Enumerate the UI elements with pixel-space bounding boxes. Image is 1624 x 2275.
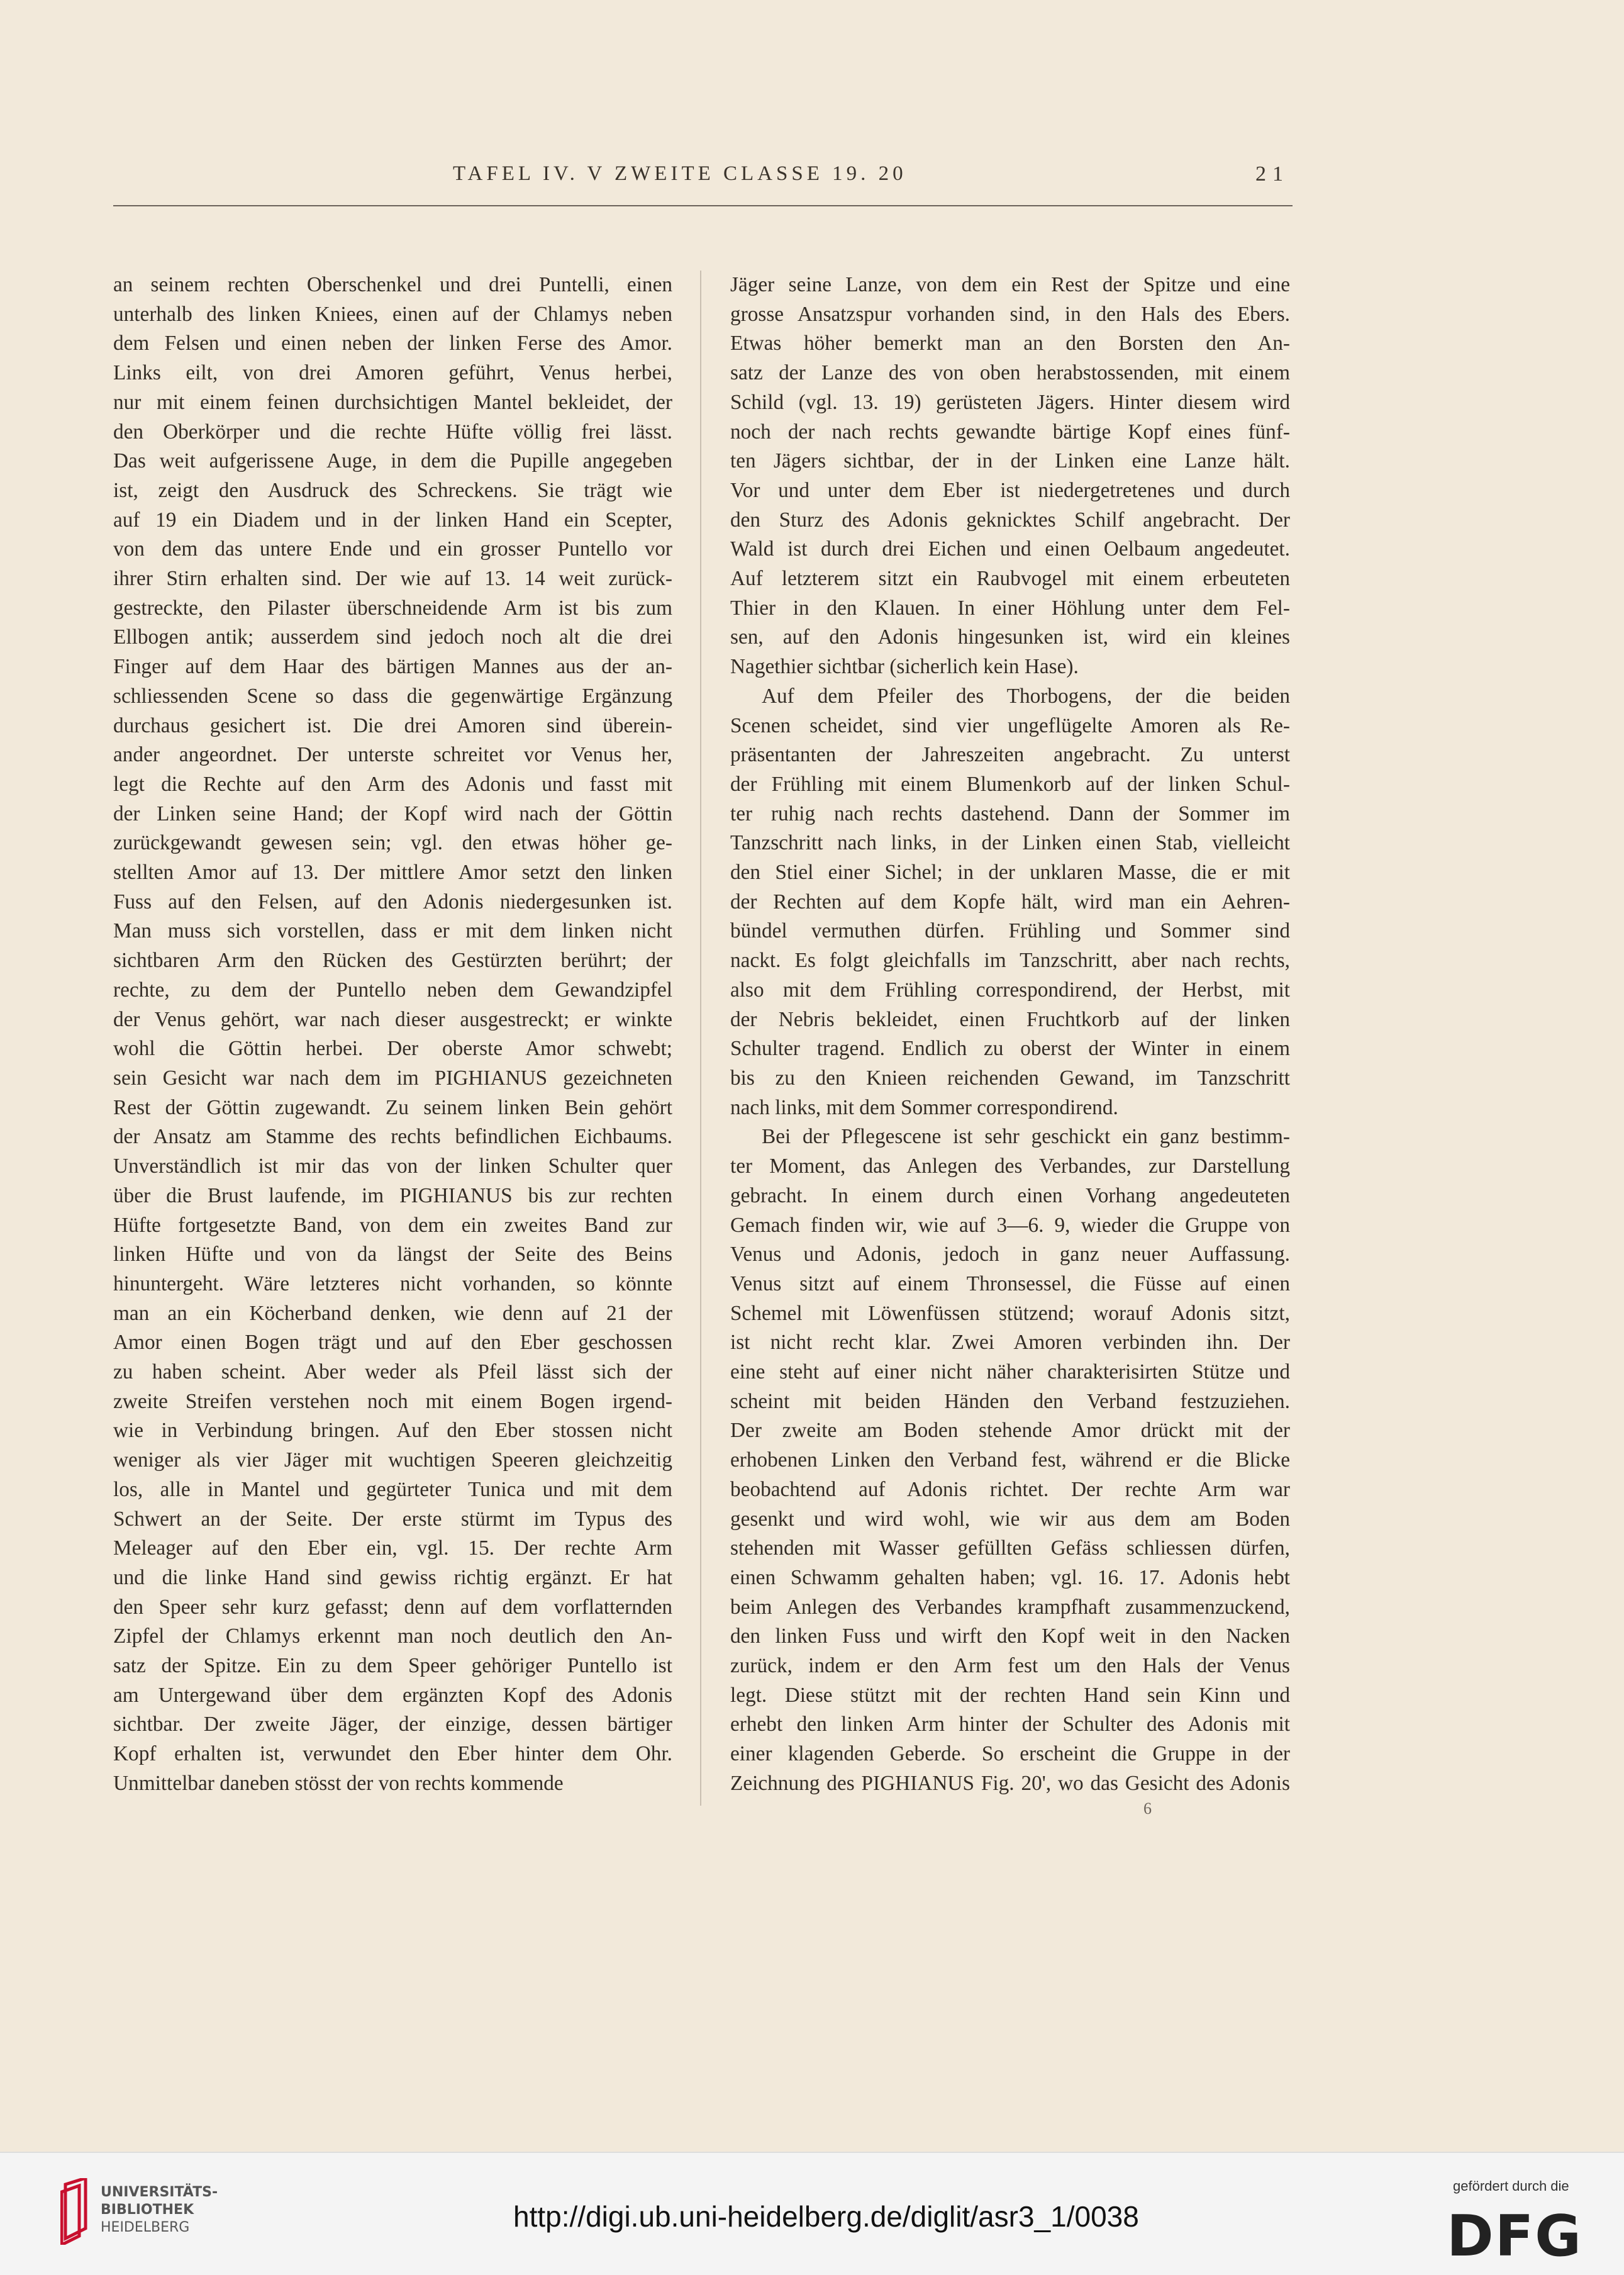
signature-mark: 6: [1143, 1799, 1152, 1818]
text-line: Nagethier sichtbar (sicherlich kein Hase).: [730, 655, 1079, 679]
text-line: los, alle in Mantel und gegürteter Tunica und mit dem: [113, 1477, 672, 1501]
text-line: ist nicht recht klar. Zwei Amoren verbinden ihn. Der: [730, 1331, 1290, 1355]
library-name-line: BIBLIOTHEK: [101, 2202, 194, 2218]
text-line: der Venus gehört, war nach dieser ausgestreckt; er winkte: [113, 1007, 672, 1031]
text-line: Schemel mit Löwenfüssen stützend; worauf Adonis sitzt,: [730, 1301, 1290, 1325]
text-line: ter Moment, das Anlegen des Verbandes, zur Darstellung: [730, 1154, 1290, 1178]
text-line: zurückgewandt gewesen sein; vgl. den etwas höher ge-: [113, 831, 672, 855]
text-line: Auf dem Pfeiler des Thorbogens, der die beiden: [762, 684, 1290, 708]
text-line: weniger als vier Jäger mit wuchtigen Speeren gleichzeitig: [113, 1448, 672, 1472]
text-line: erhobenen Linken den Verband fest, während er die Blicke: [730, 1448, 1290, 1472]
text-line: schliessenden Scene so dass die gegenwärtige Ergänzung: [113, 684, 672, 708]
text-line: legt. Diese stützt mit der rechten Hand sein Kinn und: [730, 1683, 1290, 1707]
text-line: zu haben scheint. Aber weder als Pfeil lässt sich der: [113, 1360, 672, 1384]
text-line: ander angeordnet. Der unterste schreitet vor Venus her,: [113, 743, 672, 767]
text-line: beobachtend auf Adonis richtet. Der rechte Arm war: [730, 1477, 1290, 1501]
text-line: gesenkt und wird wohl, wie wir aus dem am Boden: [730, 1507, 1290, 1531]
text-line: ten Jägers sichtbar, der in der Linken eine Lanze hält.: [730, 449, 1290, 473]
text-line: Tanzschritt nach links, in der Linken einen Stab, vielleicht: [730, 831, 1290, 855]
text-line: dem Felsen und einen neben der linken Ferse des Amor.: [113, 332, 672, 355]
text-line: an seinem rechten Oberschenkel und drei Puntelli, einen: [113, 273, 672, 296]
text-line: stellten Amor auf 13. Der mittlere Amor setzt den linken: [113, 861, 672, 885]
left-text-column: [113, 271, 672, 1799]
viewer-footer: [0, 2152, 1624, 2275]
text-line: ist, zeigt den Ausdruck des Schreckens. Sie trägt wie: [113, 478, 672, 502]
text-line: Unverständlich ist mir das von der linken Schulter quer: [113, 1154, 672, 1178]
text-line: der Nebris bekleidet, einen Fruchtkorb auf der linken: [730, 1007, 1290, 1031]
university-library-logo-icon[interactable]: [60, 2178, 92, 2245]
text-line: Venus und Adonis, jedoch in ganz neuer Auffassung.: [730, 1243, 1290, 1266]
text-line: der Linken seine Hand; der Kopf wird nach der Göttin: [113, 802, 672, 825]
text-line: grosse Ansatzspur vorhanden sind, in den Hals des Ebers.: [730, 302, 1290, 326]
text-line: Links eilt, von drei Amoren geführt, Venus herbei,: [113, 361, 672, 385]
text-line: Schulter tragend. Endlich zu oberst der Winter in einem: [730, 1037, 1290, 1061]
text-line: sen, auf den Adonis hingesunken ist, wird ein kleines: [730, 625, 1290, 649]
text-line: Fuss auf den Felsen, auf den Adonis niedergesunken ist.: [113, 890, 672, 914]
text-line: präsentanten der Jahreszeiten angebracht. Zu unterst: [730, 743, 1290, 767]
text-line: satz der Spitze. Ein zu dem Speer gehöriger Puntello ist: [113, 1654, 672, 1678]
text-line: Ellbogen antik; ausserdem sind jedoch noch alt die drei: [113, 625, 672, 649]
text-line: legt die Rechte auf den Arm des Adonis und fasst mit: [113, 772, 672, 796]
text-line: nackt. Es folgt gleichfalls im Tanzschritt, aber nach rechts,: [730, 949, 1290, 973]
running-title: TAFEL IV. V ZWEITE CLASSE 19. 20: [453, 162, 907, 185]
text-line: nur mit einem feinen durchsichtigen Mantel bekleidet, der: [113, 390, 672, 414]
running-header: [113, 162, 1296, 200]
text-line: gebracht. In einem durch einen Vorhang angedeuteten: [730, 1183, 1290, 1207]
page-number: 21: [1255, 162, 1289, 186]
text-line: Man muss sich vorstellen, dass er mit dem linken nicht: [113, 919, 672, 943]
text-line: erhebt den linken Arm hinter der Schulter des Adonis mit: [730, 1713, 1290, 1736]
text-line: Der zweite am Boden stehende Amor drückt mit der: [730, 1419, 1290, 1443]
text-line: zweite Streifen verstehen noch mit einem Bogen irgend-: [113, 1389, 672, 1413]
text-line: Bei der Pflegescene ist sehr geschickt ein ganz bestimm-: [762, 1125, 1290, 1149]
library-name-line: UNIVERSITÄTS-: [101, 2184, 218, 2200]
funding-label: gefördert durch die: [1453, 2178, 1569, 2194]
text-line: zurück, indem er den Arm fest um den Hals der Venus: [730, 1654, 1290, 1678]
text-line: sichtbaren Arm den Rücken des Gestürzten berührt; der: [113, 949, 672, 973]
text-line: linken Hüfte und von da längst der Seite des Beins: [113, 1243, 672, 1266]
text-line: Auf letzterem sitzt ein Raubvogel mit einem erbeuteten: [730, 567, 1290, 591]
text-line: sichtbar. Der zweite Jäger, der einzige, dessen bärtiger: [113, 1713, 672, 1736]
text-line: von dem das untere Ende und ein grosser Puntello vor: [113, 537, 672, 561]
text-line: sein Gesicht war nach dem im PIGHIANUS gezeichneten: [113, 1066, 672, 1090]
text-line: den Speer sehr kurz gefasst; denn auf dem vorflatternden: [113, 1595, 672, 1619]
text-line: scheint mit beiden Händen den Verband festzuziehen.: [730, 1389, 1290, 1413]
text-line: Kopf erhalten ist, verwundet den Eber hinter dem Ohr.: [113, 1742, 672, 1766]
text-line: den Oberkörper und die rechte Hüfte völlig frei lässt.: [113, 420, 672, 444]
text-line: Wald ist durch drei Eichen und einen Oelbaum angedeutet.: [730, 537, 1290, 561]
text-line: noch der nach rechts gewandte bärtige Kopf eines fünf-: [730, 420, 1290, 444]
text-line: Amor einen Bogen trägt und auf den Eber geschossen: [113, 1331, 672, 1355]
text-line: Finger auf dem Haar des bärtigen Mannes aus der an-: [113, 655, 672, 679]
text-line: gestreckte, den Pilaster überschneidende Arm ist bis zum: [113, 596, 672, 620]
text-line: am Untergewand über dem ergänzten Kopf des Adonis: [113, 1683, 672, 1707]
text-line: den Stiel einer Sichel; in der unklaren Masse, die er mit: [730, 861, 1290, 885]
text-line: also mit dem Frühling correspondirend, der Herbst, mit: [730, 978, 1290, 1002]
text-line: ihrer Stirn erhalten sind. Der wie auf 13. 14 weit zurück-: [113, 567, 672, 591]
text-line: Venus sitzt auf einem Thronsessel, die Füsse auf einen: [730, 1272, 1290, 1295]
text-line: Etwas höher bemerkt man an den Borsten den An-: [730, 332, 1290, 355]
text-line: der Rechten auf dem Kopfe hält, wird man ein Aehren-: [730, 890, 1290, 914]
text-line: bis zu den Knieen reichenden Gewand, im Tanzschritt: [730, 1066, 1290, 1090]
text-line: Hüfte fortgesetzte Band, von dem ein zweites Band zur: [113, 1213, 672, 1237]
text-line: man an ein Köcherband denken, wie denn auf 21 der: [113, 1301, 672, 1325]
text-line: beim Anlegen des Verbandes krampfhaft zusammenzuckend,: [730, 1595, 1290, 1619]
text-line: stehenden mit Wasser gefüllten Gefäss schliessen dürfen,: [730, 1536, 1290, 1560]
text-line: Gemach finden wir, wie auf 3—6. 9, wieder die Gruppe von: [730, 1213, 1290, 1237]
permalink-url[interactable]: http://digi.ub.uni-heidelberg.de/diglit/asr3_1/0038: [513, 2200, 1139, 2233]
text-line: wohl die Göttin herbei. Der oberste Amor schwebt;: [113, 1037, 672, 1061]
text-line: Schwert an der Seite. Der erste stürmt im Typus des: [113, 1507, 672, 1531]
text-line: rechte, zu dem der Puntello neben dem Gewandzipfel: [113, 978, 672, 1002]
text-line: den Sturz des Adonis geknicktes Schilf angebracht. Der: [730, 508, 1290, 532]
text-line: auf 19 ein Diadem und in der linken Hand ein Scepter,: [113, 508, 672, 532]
header-rule: [113, 205, 1293, 206]
text-line: Meleager auf den Eber ein, vgl. 15. Der rechte Arm: [113, 1536, 672, 1560]
text-line: Jäger seine Lanze, von dem ein Rest der Spitze und eine: [730, 273, 1290, 296]
text-line: einer klagenden Geberde. So erscheint die Gruppe in der: [730, 1742, 1290, 1766]
text-line: nach links, mit dem Sommer correspondirend.: [730, 1095, 1118, 1119]
text-line: der Frühling mit einem Blumenkorb auf der linken Schul-: [730, 772, 1290, 796]
text-line: Zipfel der Chlamys erkennt man noch deutlich den An-: [113, 1624, 672, 1648]
library-name[interactable]: [101, 2184, 218, 2237]
text-line: Schild (vgl. 13. 19) gerüsteten Jägers. Hinter diesem wird: [730, 390, 1290, 414]
text-line: Das weit aufgerissene Auge, in dem die Pupille angegeben: [113, 449, 672, 473]
text-line: satz der Lanze des von oben herabstossenden, mit einem: [730, 361, 1290, 385]
text-line: Zeichnung des PIGHIANUS Fig. 20', wo das Gesicht des Adonis: [730, 1771, 1290, 1795]
library-name-line: HEIDELBERG: [101, 2220, 190, 2235]
text-line: Vor und unter dem Eber ist niedergetretenes und durch: [730, 478, 1290, 502]
text-line: der Ansatz am Stamme des rechts befindlichen Eichbaums.: [113, 1125, 672, 1149]
text-line: einen Schwamm gehalten haben; vgl. 16. 17. Adonis hebt: [730, 1565, 1290, 1589]
text-line: durchaus gesichert ist. Die drei Amoren sind überein-: [113, 713, 672, 737]
text-line: den linken Fuss und wirft den Kopf weit in den Nacken: [730, 1624, 1290, 1648]
text-line: und die linke Hand sind gewiss richtig ergänzt. Er hat: [113, 1565, 672, 1589]
text-line: eine steht auf einer nicht näher charakterisirten Stütze und: [730, 1360, 1290, 1384]
text-line: wie in Verbindung bringen. Auf den Eber stossen nicht: [113, 1419, 672, 1443]
column-divider: [700, 271, 701, 1806]
text-line: Unmittelbar daneben stösst der von rechts kommende: [113, 1771, 564, 1795]
text-line: Thier in den Klauen. In einer Höhlung unter dem Fel-: [730, 596, 1290, 620]
text-line: Rest der Göttin zugewandt. Zu seinem linken Bein gehört: [113, 1095, 672, 1119]
text-line: unterhalb des linken Kniees, einen auf der Chlamys neben: [113, 302, 672, 326]
text-line: Scenen scheidet, sind vier ungeflügelte Amoren als Re-: [730, 713, 1290, 737]
text-line: ter ruhig nach rechts dastehend. Dann der Sommer im: [730, 802, 1290, 825]
dfg-logo[interactable]: DFG: [1447, 2203, 1583, 2269]
text-line: bündel vermuthen dürfen. Frühling und Sommer sind: [730, 919, 1290, 943]
right-text-column: [730, 271, 1290, 1799]
text-line: hinuntergeht. Wäre letzteres nicht vorhanden, so könnte: [113, 1272, 672, 1295]
text-line: über die Brust laufende, im PIGHIANUS bis zur rechten: [113, 1183, 672, 1207]
